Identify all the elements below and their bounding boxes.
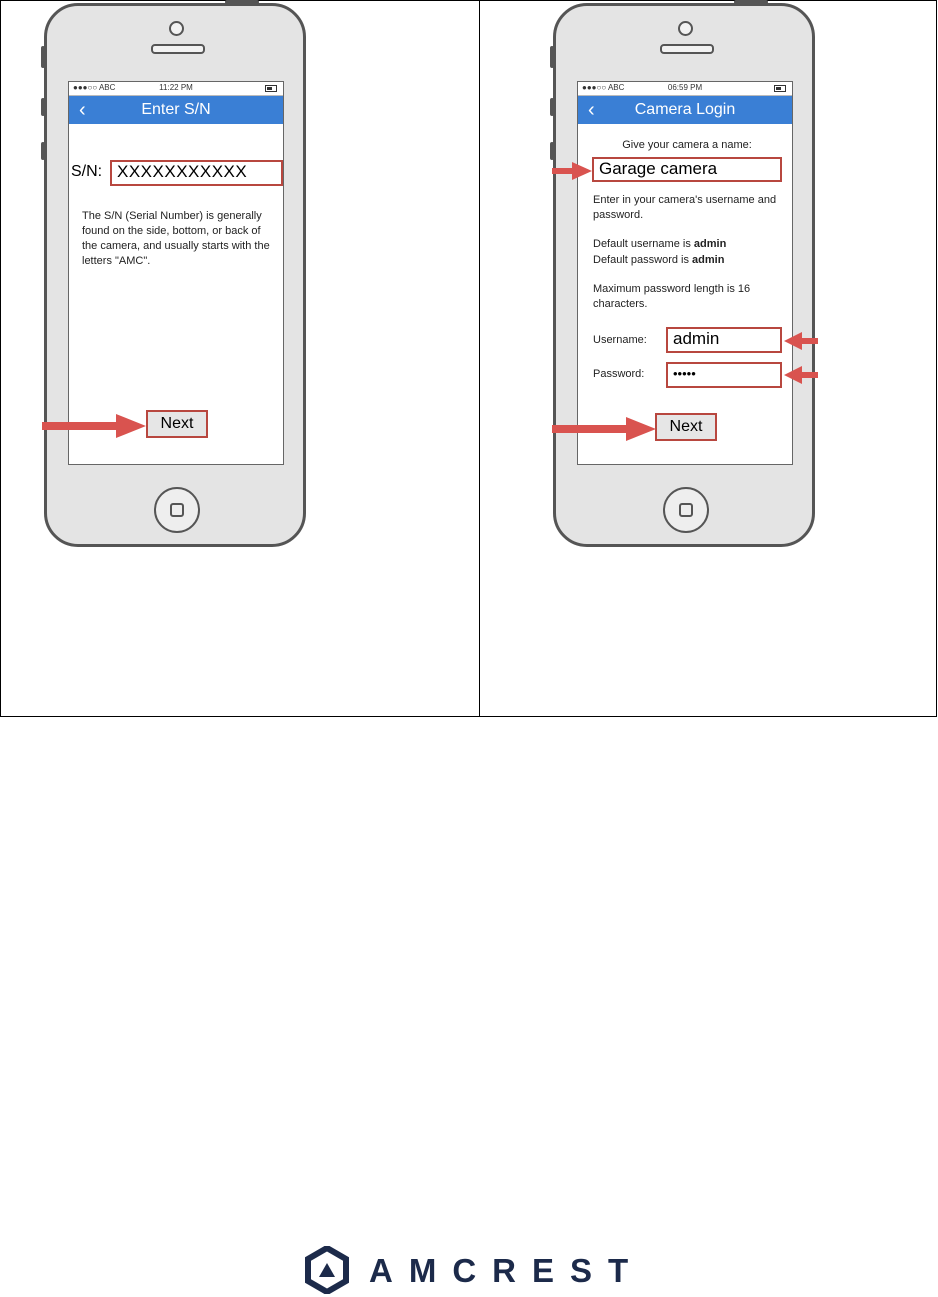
default-password-prefix: Default password is xyxy=(593,254,693,266)
next-button[interactable]: Next xyxy=(655,413,717,441)
home-square-icon xyxy=(679,503,693,517)
home-button[interactable] xyxy=(663,487,709,533)
earpiece-speaker xyxy=(151,44,205,54)
arrow-to-next-icon xyxy=(552,416,656,442)
home-button[interactable] xyxy=(154,487,200,533)
username-label: Username: xyxy=(593,334,647,346)
amcrest-wordmark: AMCREST xyxy=(369,1252,645,1289)
battery-icon xyxy=(265,85,277,92)
back-chevron-icon[interactable]: ‹ xyxy=(79,99,86,121)
power-button xyxy=(225,0,259,4)
sn-label: S/N: xyxy=(71,163,103,180)
sn-help-text: The S/N (Serial Number) is generally found on the side, bottom, or back of the camera, and usually starts with the letters "AMC". xyxy=(82,210,270,267)
name-prompt: Give your camera a name: xyxy=(622,139,752,151)
default-username-note xyxy=(593,237,789,252)
front-camera xyxy=(678,21,693,36)
arrow-to-password-icon xyxy=(784,366,818,384)
phone-screen-left xyxy=(68,81,284,465)
status-bar xyxy=(578,82,792,96)
phone-mockup-left xyxy=(44,3,306,547)
arrow-to-name-icon xyxy=(552,162,592,180)
default-password-note xyxy=(593,253,789,268)
arrow-to-username-icon xyxy=(784,332,818,350)
nav-bar xyxy=(69,96,283,124)
front-camera xyxy=(169,21,184,36)
power-button xyxy=(734,0,768,4)
sn-input[interactable]: XXXXXXXXXXX xyxy=(110,160,283,186)
amcrest-logo xyxy=(305,1246,645,1296)
phone-mockup-right xyxy=(553,3,815,547)
credentials-instructions: Enter in your camera's username and password. xyxy=(593,194,777,221)
carrier-signal: ●●●○○ ABC xyxy=(582,83,625,92)
page-title: Camera Login xyxy=(634,101,736,118)
volume-down-button xyxy=(41,142,45,160)
volume-down-button xyxy=(550,142,554,160)
volume-up-button xyxy=(41,98,45,116)
mute-switch xyxy=(550,46,554,68)
password-input[interactable]: ••••• xyxy=(666,362,782,388)
default-username-prefix: Default username is xyxy=(593,238,694,250)
next-button[interactable]: Next xyxy=(146,410,208,438)
max-password-note: Maximum password length is 16 characters. xyxy=(593,283,751,310)
default-password-value: admin xyxy=(692,254,725,266)
username-input[interactable]: admin xyxy=(666,327,782,353)
home-square-icon xyxy=(170,503,184,517)
back-chevron-icon[interactable]: ‹ xyxy=(588,99,595,121)
default-username-value: admin xyxy=(693,238,727,250)
status-time: 11:22 PM xyxy=(159,83,193,92)
page-title: Enter S/N xyxy=(141,101,211,118)
carrier-signal: ●●●○○ ABC xyxy=(73,83,116,92)
table-divider xyxy=(479,1,480,716)
status-time: 06:59 PM xyxy=(667,83,703,92)
arrow-to-next-icon xyxy=(42,413,146,439)
status-bar xyxy=(69,82,283,96)
mute-switch xyxy=(41,46,45,68)
amcrest-hexagon-logo-icon xyxy=(305,1246,349,1294)
camera-name-input[interactable]: Garage camera xyxy=(592,157,782,182)
password-label: Password: xyxy=(593,368,645,380)
volume-up-button xyxy=(550,98,554,116)
battery-icon xyxy=(774,85,786,92)
nav-bar xyxy=(578,96,792,124)
earpiece-speaker xyxy=(660,44,714,54)
